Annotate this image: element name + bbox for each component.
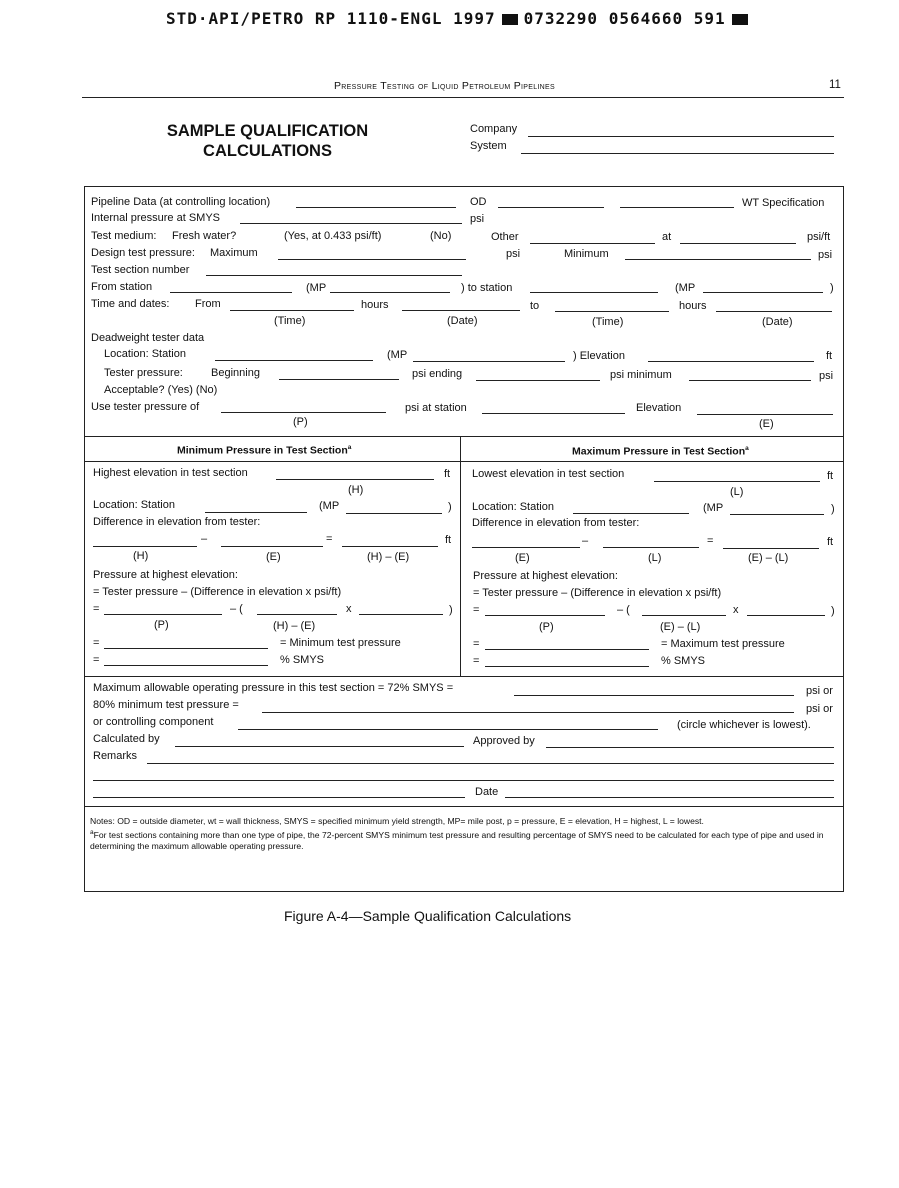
equals-sign: =: [326, 533, 333, 545]
internal-pressure-field[interactable]: [240, 223, 462, 224]
min-test-pressure-field[interactable]: [104, 648, 268, 649]
minimum-label: Minimum: [564, 248, 609, 260]
pipeline-data-field[interactable]: [296, 207, 456, 208]
mp-label: (MP: [703, 502, 724, 514]
h-minus-e-caption: (H) – (E): [273, 620, 316, 632]
use-elevation-field[interactable]: [697, 414, 833, 415]
beginning-field[interactable]: [279, 379, 399, 380]
equals-sign: =: [473, 604, 480, 616]
min-p-field[interactable]: [104, 614, 222, 615]
circle-note: (circle whichever is lowest).: [677, 719, 811, 731]
from-time-field[interactable]: [230, 310, 354, 311]
to-station-field[interactable]: [530, 292, 658, 293]
notes-block: [90, 816, 846, 852]
footnote-marker: a: [90, 829, 94, 836]
psi-label: psi: [470, 213, 485, 225]
elevation-label: Elevation: [636, 402, 682, 414]
min-diff-field[interactable]: [342, 546, 438, 547]
times-sign: x: [733, 604, 739, 616]
date-caption: (Date): [762, 316, 793, 328]
psi-label: psi: [818, 249, 833, 261]
from-mp-field[interactable]: [330, 292, 450, 293]
controlling-label: or controlling component: [93, 716, 214, 728]
mp-label: (MP: [306, 282, 327, 294]
beginning-label: Beginning: [211, 367, 260, 379]
header-rule: [82, 97, 844, 98]
tester-station-field[interactable]: [215, 360, 373, 361]
section-divider: [84, 676, 844, 677]
pressure-highest-label: Pressure at highest elevation:: [473, 570, 618, 582]
e-minus-l-caption: (E) – (L): [660, 621, 701, 633]
highest-elev-field[interactable]: [276, 479, 434, 480]
max-section-heading: [572, 445, 749, 458]
tester-minimum-field[interactable]: [689, 380, 811, 381]
figure-caption: Figure A-4—Sample Qualification Calculations: [284, 908, 572, 924]
column-divider: [460, 436, 461, 677]
minus-sign: –: [582, 535, 589, 547]
section-divider: [84, 806, 844, 807]
ft-label: ft: [444, 468, 451, 480]
eighty-percent-field[interactable]: [262, 712, 794, 713]
min-station-field[interactable]: [205, 512, 307, 513]
max-diff2-field[interactable]: [642, 615, 726, 616]
other-label: Other: [491, 231, 519, 243]
approved-by-field[interactable]: [546, 747, 834, 748]
system-label: System: [470, 140, 507, 152]
mp-label: (MP: [387, 349, 408, 361]
max-test-pressure-label: = Maximum test pressure: [661, 638, 785, 650]
ft-label: ft: [827, 470, 834, 482]
max-e-field[interactable]: [472, 547, 580, 548]
stamp-block: [732, 14, 748, 25]
min-diff2-field[interactable]: [257, 614, 337, 615]
pipeline-data-label: Pipeline Data (at controlling location): [91, 196, 271, 208]
from-label: From: [195, 298, 221, 310]
formula-label: = Tester pressure – (Difference in elevation x psi/ft): [93, 586, 342, 598]
page-title: [140, 121, 395, 161]
minus-open-paren: – (: [230, 603, 243, 615]
company-field[interactable]: [528, 136, 834, 137]
ft-label: ft: [445, 534, 452, 546]
close-paren: ): [830, 282, 834, 294]
eighty-percent-label: 80% minimum test pressure =: [93, 699, 239, 711]
test-section-number-field[interactable]: [206, 275, 462, 276]
elevation-label: ) Elevation: [573, 350, 625, 362]
difference-label: Difference in elevation from tester:: [93, 516, 261, 528]
test-section-number-label: Test section number: [91, 264, 190, 276]
approved-by-label: Approved by: [473, 735, 535, 747]
test-medium-label: Test medium:: [91, 230, 157, 242]
ending-field[interactable]: [476, 380, 600, 381]
h-minus-e-caption: (H) – (E): [367, 551, 410, 563]
at-label: at: [662, 231, 672, 243]
form-border: [84, 891, 844, 892]
e-caption: (E): [515, 552, 530, 564]
page-number: 11: [829, 79, 841, 91]
lowest-elev-label: Lowest elevation in test section: [472, 468, 625, 480]
e-caption: (E): [266, 551, 281, 563]
p-caption: (P): [154, 619, 169, 631]
controlling-field[interactable]: [238, 729, 658, 730]
max-diff-field[interactable]: [723, 548, 819, 549]
wt-spec-label: WT Specification: [742, 197, 825, 209]
equals-sign: =: [93, 603, 100, 615]
smys-label: % SMYS: [280, 654, 325, 666]
l-caption: (L): [648, 552, 662, 564]
min-test-pressure-label: = Minimum test pressure: [280, 637, 401, 649]
od-label: OD: [470, 196, 487, 208]
remarks-field[interactable]: [147, 763, 834, 764]
date-label: Date: [475, 786, 499, 798]
p-caption: (P): [293, 416, 308, 428]
p-caption: (P): [539, 621, 554, 633]
equals-sign: =: [473, 655, 480, 667]
max-smys-field[interactable]: [485, 666, 649, 667]
to-time-field[interactable]: [555, 311, 669, 312]
time-caption: (Time): [274, 315, 306, 327]
heading-text: Minimum Pressure in Test Section: [177, 444, 348, 457]
notes-line: Notes: OD = outside diameter, wt = wall thickness, SMYS = specified minimum yield strength, MP= mile post, p = pressure, E = elevation, H = highest, L = lowest.: [90, 816, 704, 826]
psi-ft-label: psi/ft: [807, 231, 831, 243]
maop-label: Maximum allowable operating pressure in this test section = 72% SMYS =: [93, 682, 454, 694]
close-paren: ): [448, 501, 452, 513]
psi-label: psi: [819, 370, 834, 382]
location-label: Location: Station: [472, 501, 554, 513]
location-label: Location: Station: [93, 499, 175, 511]
min-e-field[interactable]: [221, 546, 323, 547]
minimum-field[interactable]: [625, 259, 811, 260]
mp-label: (MP: [675, 282, 696, 294]
to-date-field[interactable]: [716, 311, 832, 312]
deadweight-label: Deadweight tester data: [91, 332, 205, 344]
equals-sign: =: [473, 638, 480, 650]
equals-sign: =: [707, 535, 714, 547]
psi-or-label: psi or: [806, 703, 833, 715]
hours-label: hours: [679, 300, 707, 312]
no-option[interactable]: (No): [430, 230, 452, 242]
formula-label: = Tester pressure – (Difference in elevation x psi/ft): [473, 587, 722, 599]
maximum-field[interactable]: [278, 259, 466, 260]
stamp-block: [502, 14, 518, 25]
remarks-label: Remarks: [93, 750, 138, 762]
h-caption: (H): [133, 550, 149, 562]
tester-pressure-label: Tester pressure:: [104, 367, 183, 379]
max-mp-field[interactable]: [730, 514, 824, 515]
max-p-field[interactable]: [485, 615, 605, 616]
max-psift-field[interactable]: [747, 615, 825, 616]
min-smys-field[interactable]: [104, 665, 268, 666]
l-caption: (L): [730, 486, 744, 498]
title-line: SAMPLE QUALIFICATION: [166, 122, 369, 140]
other-field[interactable]: [530, 243, 655, 244]
from-station-field[interactable]: [170, 292, 292, 293]
tester-mp-field[interactable]: [413, 361, 565, 362]
min-section-heading: [177, 444, 351, 457]
to-label: to: [530, 300, 540, 312]
maop-field[interactable]: [514, 695, 794, 696]
section-divider: [84, 461, 844, 462]
od-field[interactable]: [498, 207, 604, 208]
form-border: [843, 186, 844, 892]
hours-label: hours: [361, 299, 389, 311]
psi-minimum-label: psi minimum: [610, 369, 672, 381]
mp-label: (MP: [319, 500, 340, 512]
footnote-marker: a: [347, 444, 352, 451]
pressure-highest-label: Pressure at highest elevation:: [93, 569, 238, 581]
lowest-elev-field[interactable]: [654, 481, 820, 482]
calculated-by-field[interactable]: [175, 746, 464, 747]
use-tester-label: Use tester pressure of: [91, 401, 200, 413]
h-caption: (H): [348, 484, 364, 496]
psi-or-label: psi or: [806, 685, 833, 697]
from-station-label: From station: [91, 281, 153, 293]
use-tester-field[interactable]: [221, 412, 386, 413]
company-label: Company: [470, 123, 518, 135]
close-paren: ): [831, 503, 835, 515]
wt-field[interactable]: [620, 207, 734, 208]
e-caption: (E): [759, 418, 774, 430]
from-date-field[interactable]: [402, 310, 520, 311]
time-dates-label: Time and dates:: [91, 298, 170, 310]
highest-elev-label: Highest elevation in test section: [93, 467, 248, 479]
maximum-label: Maximum: [210, 247, 258, 259]
stamp-id: STD·API/PETRO RP 1110-ENGL 1997: [166, 9, 496, 28]
heading-text: Maximum Pressure in Test Section: [572, 445, 746, 458]
equals-sign: =: [93, 654, 100, 666]
smys-label: % SMYS: [661, 655, 706, 667]
internal-pressure-label: Internal pressure at SMYS: [91, 212, 221, 224]
minus-open-paren: – (: [617, 604, 630, 616]
remarks-field[interactable]: [93, 797, 465, 798]
min-mp-field[interactable]: [346, 513, 442, 514]
e-minus-l-caption: (E) – (L): [748, 552, 789, 564]
minus-sign: –: [201, 533, 208, 545]
stamp-code: 0564660: [608, 9, 684, 28]
acceptable-label[interactable]: Acceptable? (Yes) (No): [104, 384, 218, 396]
min-psift-field[interactable]: [359, 614, 443, 615]
yes-option[interactable]: (Yes, at 0.433 psi/ft): [284, 230, 382, 242]
document-stamp: [166, 9, 754, 28]
date-field[interactable]: [505, 797, 834, 798]
date-caption: (Date): [447, 315, 478, 327]
min-h-field[interactable]: [93, 546, 197, 547]
difference-label: Difference in elevation from tester:: [472, 517, 640, 529]
design-pressure-label: Design test pressure:: [91, 247, 195, 259]
calculated-by-label: Calculated by: [93, 733, 160, 745]
form-border: [84, 186, 844, 187]
stamp-code: 0732290: [523, 9, 599, 28]
location-station-label: Location: Station: [104, 348, 186, 360]
psi-at-station-label: psi at station: [405, 402, 467, 414]
max-test-pressure-field[interactable]: [485, 649, 649, 650]
fresh-water-label: Fresh water?: [172, 230, 237, 242]
form-border: [84, 186, 85, 892]
psi-label: psi: [506, 248, 521, 260]
title-line: CALCULATIONS: [203, 142, 332, 160]
equals-sign: =: [93, 637, 100, 649]
times-sign: x: [346, 603, 352, 615]
max-station-field[interactable]: [573, 513, 689, 514]
use-station-field[interactable]: [482, 413, 625, 414]
notes-line: For test sections containing more than one type of pipe, the 72-percent SMYS minimum test pressure and resulting percentage of SMYS need to be calculated for each type of pipe and used in determining the maximum allowable operating pressure.: [90, 829, 824, 851]
close-paren: ): [831, 605, 835, 617]
ft-label: ft: [827, 536, 834, 548]
max-l-field[interactable]: [603, 547, 699, 548]
psi-ending-label: psi ending: [412, 368, 463, 380]
running-title: Pressure Testing of Liquid Petroleum Pipelines: [334, 80, 555, 92]
tester-elevation-field[interactable]: [648, 361, 814, 362]
ft-label: ft: [826, 350, 833, 362]
to-station-label: ) to station: [461, 282, 513, 294]
psi-ft-field[interactable]: [680, 243, 796, 244]
remarks-field[interactable]: [93, 780, 834, 781]
footnote-marker: a: [745, 445, 749, 452]
stamp-code: 591: [693, 9, 726, 28]
to-mp-field[interactable]: [703, 292, 823, 293]
close-paren: ): [449, 604, 453, 616]
section-divider: [84, 436, 844, 437]
system-field[interactable]: [521, 153, 834, 154]
time-caption: (Time): [592, 316, 624, 328]
